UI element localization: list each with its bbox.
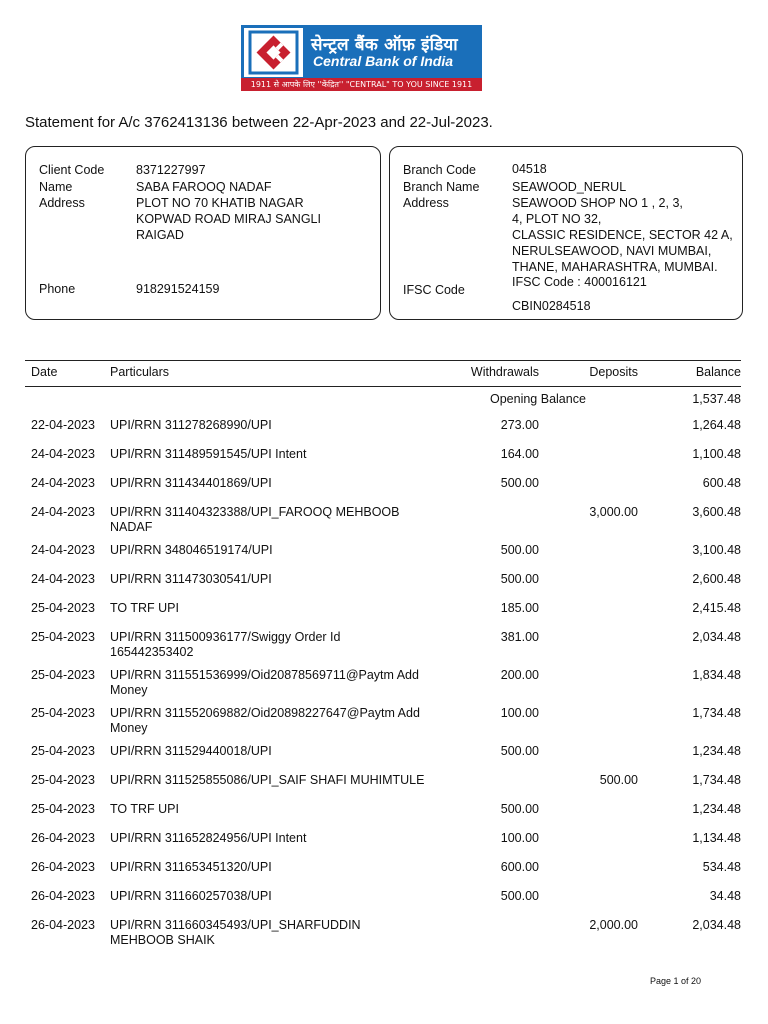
row-date: 22-04-2023 <box>31 418 95 432</box>
bank-name-english: Central Bank of India <box>313 53 454 69</box>
row-date: 25-04-2023 <box>31 601 95 615</box>
statement-title: Statement for A/c 3762413136 between 22-Apr-2023 and 22-Jul-2023. <box>25 114 493 131</box>
row-particulars: UPI/RRN 311660345493/UPI_SHARFUDDIN <box>110 918 361 932</box>
row-date: 26-04-2023 <box>31 918 95 932</box>
branch-info-box <box>389 146 743 320</box>
row-particulars: UPI/RRN 311404323388/UPI_FAROOQ MEHBOOB <box>110 505 400 519</box>
row-particulars: NADAF <box>110 520 153 534</box>
row-date: 24-04-2023 <box>31 572 95 586</box>
row-balance: 1,234.48 <box>692 802 741 816</box>
bank-name-hindi: सेन्ट्रल बैंक ऑफ़ इंडिया <box>311 35 458 55</box>
row-particulars: Money <box>110 721 148 735</box>
opening-balance-label: Opening Balance <box>490 392 586 406</box>
row-balance: 2,600.48 <box>692 572 741 586</box>
table-header-rule <box>25 386 741 387</box>
row-particulars: UPI/RRN 311278268990/UPI <box>110 418 272 432</box>
branch-address-line: NERULSEAWOOD, NAVI MUMBAI, <box>512 244 712 258</box>
branch-name-value: SEAWOOD_NERUL <box>512 180 627 194</box>
row-particulars: UPI/RRN 311660257038/UPI <box>110 889 272 903</box>
row-balance: 2,034.48 <box>692 630 741 644</box>
row-date: 25-04-2023 <box>31 630 95 644</box>
row-withdrawal: 100.00 <box>500 831 539 845</box>
row-withdrawal: 381.00 <box>500 630 539 644</box>
table-top-rule <box>25 360 741 361</box>
row-withdrawal: 500.00 <box>500 802 539 816</box>
row-date: 24-04-2023 <box>31 476 95 490</box>
client-name-value: SABA FAROOQ NADAF <box>136 180 272 194</box>
branch-address-line: THANE, MAHARASHTRA, MUMBAI. <box>512 260 718 274</box>
branch-ifsc-value: CBIN0284518 <box>512 299 591 313</box>
row-particulars: 165442353402 <box>110 645 194 659</box>
row-withdrawal: 273.00 <box>500 418 539 432</box>
row-date: 25-04-2023 <box>31 802 95 816</box>
bank-tagline: 1911 से आपके लिए ''केंद्रित'' "CENTRAL" TO YOU SINCE 1911 <box>241 78 482 91</box>
row-particulars: UPI/RRN 311525855086/UPI_SAIF SHAFI MUHIMTULE <box>110 773 425 787</box>
client-address-line: KOPWAD ROAD MIRAJ SANGLI <box>136 212 321 226</box>
row-date: 25-04-2023 <box>31 706 95 720</box>
row-deposit: 3,000.00 <box>589 505 638 519</box>
row-balance: 2,034.48 <box>692 918 741 932</box>
branch-ifsc-label: IFSC Code <box>403 283 465 297</box>
row-balance: 600.48 <box>702 476 741 490</box>
page-number: Page 1 of 20 <box>650 976 702 986</box>
row-balance: 1,134.48 <box>692 831 741 845</box>
header-withdrawals: Withdrawals <box>470 365 539 379</box>
header-deposits: Deposits <box>589 365 638 379</box>
row-date: 24-04-2023 <box>31 543 95 557</box>
client-address-line: PLOT NO 70 KHATIB NAGAR <box>136 196 304 210</box>
row-date: 26-04-2023 <box>31 889 95 903</box>
row-particulars: UPI/RRN 348046519174/UPI <box>110 543 273 557</box>
bank-logo <box>241 25 482 91</box>
row-date: 25-04-2023 <box>31 744 95 758</box>
row-date: 25-04-2023 <box>31 668 95 682</box>
row-particulars: TO TRF UPI <box>110 802 179 816</box>
client-address-label: Address <box>39 196 85 210</box>
row-withdrawal: 500.00 <box>500 476 539 490</box>
row-withdrawal: 164.00 <box>500 447 539 461</box>
row-particulars: UPI/RRN 311529440018/UPI <box>110 744 272 758</box>
row-balance: 2,415.48 <box>692 601 741 615</box>
row-particulars: Money <box>110 683 148 697</box>
row-balance: 3,100.48 <box>692 543 741 557</box>
row-particulars: UPI/RRN 311652824956/UPI Intent <box>110 831 307 845</box>
branch-code-label: Branch Code <box>403 163 476 177</box>
row-withdrawal: 600.00 <box>500 860 539 874</box>
header-date: Date <box>31 365 58 379</box>
branch-address-label: Address <box>403 196 449 210</box>
branch-address-line: CLASSIC RESIDENCE, SECTOR 42 A, <box>512 228 733 242</box>
row-date: 25-04-2023 <box>31 773 95 787</box>
client-address-line: RAIGAD <box>136 228 184 242</box>
row-date: 24-04-2023 <box>31 505 95 519</box>
branch-address-line: SEAWOOD SHOP NO 1 , 2, 3, <box>512 196 683 210</box>
row-withdrawal: 500.00 <box>500 543 539 557</box>
header-particulars: Particulars <box>110 365 170 379</box>
row-particulars: UPI/RRN 311552069882/Oid20898227647@Paytm Add <box>110 706 420 720</box>
row-withdrawal: 500.00 <box>500 744 539 758</box>
branch-address-line: 4, PLOT NO 32, <box>512 212 602 226</box>
row-particulars: TO TRF UPI <box>110 601 179 615</box>
row-balance: 3,600.48 <box>692 505 741 519</box>
header-balance: Balance <box>695 365 741 379</box>
row-date: 24-04-2023 <box>31 447 95 461</box>
row-withdrawal: 185.00 <box>500 601 539 615</box>
row-balance: 1,734.48 <box>692 773 741 787</box>
row-particulars: UPI/RRN 311551536999/Oid20878569711@Paytm Add <box>110 668 419 682</box>
client-name-label: Name <box>39 180 73 194</box>
row-withdrawal: 500.00 <box>500 572 539 586</box>
row-withdrawal: 200.00 <box>500 668 539 682</box>
row-particulars: UPI/RRN 311434401869/UPI <box>110 476 272 490</box>
client-code-label: Client Code <box>39 163 105 177</box>
row-particulars: UPI/RRN 311653451320/UPI <box>110 860 272 874</box>
client-code-value: 8371227997 <box>136 163 206 177</box>
row-particulars: UPI/RRN 311500936177/Swiggy Order Id <box>110 630 341 644</box>
branch-code-value: 04518 <box>512 162 547 176</box>
row-balance: 1,100.48 <box>692 447 741 461</box>
client-phone-value: 918291524159 <box>136 282 220 296</box>
branch-name-label: Branch Name <box>403 180 480 194</box>
row-balance: 34.48 <box>709 889 741 903</box>
row-date: 26-04-2023 <box>31 860 95 874</box>
row-balance: 1,234.48 <box>692 744 741 758</box>
row-particulars: MEHBOOB SHAIK <box>110 933 215 947</box>
client-info-box <box>25 146 381 320</box>
row-deposit: 500.00 <box>599 773 638 787</box>
client-phone-label: Phone <box>39 282 76 296</box>
bank-emblem-icon <box>244 28 303 77</box>
row-balance: 1,734.48 <box>692 706 741 720</box>
row-particulars: UPI/RRN 311473030541/UPI <box>110 572 272 586</box>
row-withdrawal: 100.00 <box>500 706 539 720</box>
row-date: 26-04-2023 <box>31 831 95 845</box>
row-balance: 1,264.48 <box>692 418 741 432</box>
branch-address-line: IFSC Code : 400016121 <box>512 275 647 289</box>
row-balance: 534.48 <box>702 860 741 874</box>
opening-balance-value: 1,537.48 <box>692 392 741 406</box>
row-deposit: 2,000.00 <box>589 918 638 932</box>
row-balance: 1,834.48 <box>692 668 741 682</box>
row-withdrawal: 500.00 <box>500 889 539 903</box>
row-particulars: UPI/RRN 311489591545/UPI Intent <box>110 447 307 461</box>
